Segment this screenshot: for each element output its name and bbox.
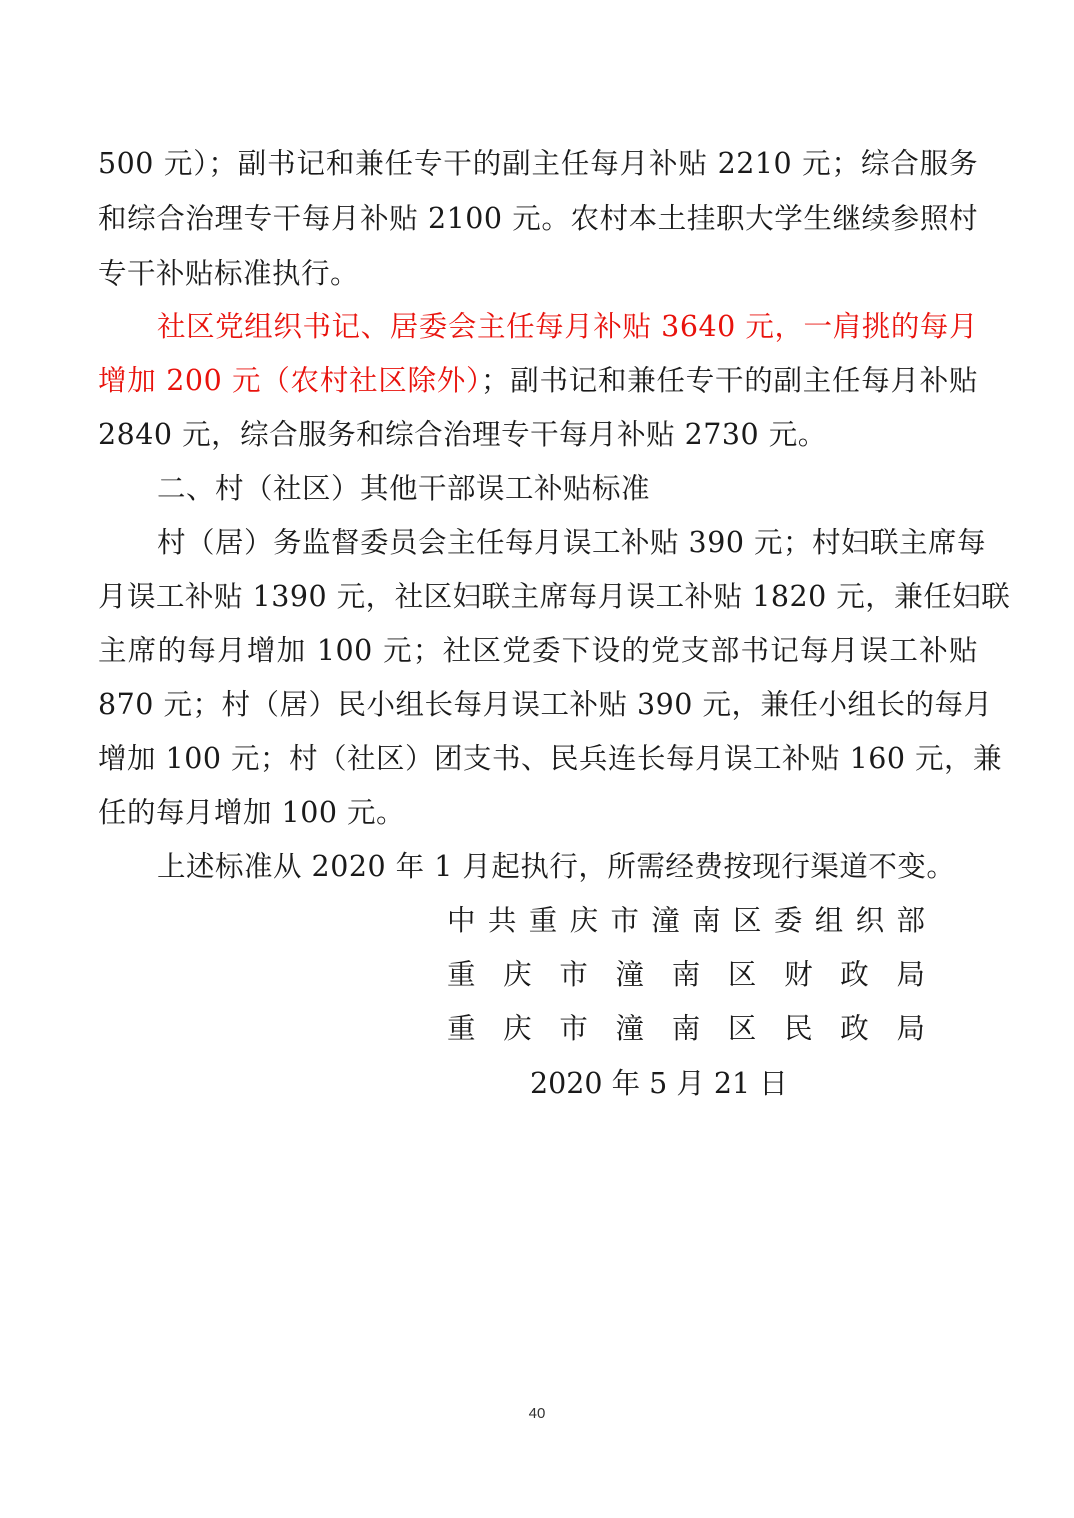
signature-date: 2020 年 5 月 21 日 [530,1067,788,1100]
para1-line2: 和综合治理专干每月补贴 2100 元。农村本土挂职大学生继续参照村 [98,202,978,235]
para1-line1: 500 元）；副书记和兼任专干的副主任每月补贴 2210 元；综合服务 [98,147,978,180]
para2-line2-highlight: 增加 200 元（农村社区除外） [98,364,481,397]
para3-line2: 月误工补贴 1390 元，社区妇联主席每月误工补贴 1820 元，兼任妇联 [98,580,1011,613]
para3-line6: 任的每月增加 100 元。 [98,796,406,829]
signature-org-3: 重庆市潼南区民政局 [447,1012,925,1045]
para2-line2-rest: ；副书记和兼任专干的副主任每月补贴 [481,364,978,397]
signature-org-1: 中共重庆市潼南区委组织部 [447,904,925,937]
page-number: 40 [528,1405,546,1422]
para2-line1-highlight: 社区党组织书记、居委会主任每月补贴 3640 元，一肩挑的每月 [157,310,978,343]
para3-line3: 主席的每月增加 100 元；社区党委下设的党支部书记每月误工补贴 [98,634,978,667]
para2-line3: 2840 元，综合服务和综合治理专干每月补贴 2730 元。 [98,418,827,451]
section-heading: 二、村（社区）其他干部误工补贴标准 [157,472,651,505]
signature-org-2: 重庆市潼南区财政局 [447,958,925,991]
para1-line3: 专干补贴标准执行。 [98,257,360,290]
para3-line4: 870 元；村（居）民小组长每月误工补贴 390 元，兼任小组长的每月 [98,688,993,721]
para2-line2 [98,353,978,409]
para3-line1: 村（居）务监督委员会主任每月误工补贴 390 元；村妇联主席每 [157,526,987,559]
para4-line1: 上述标准从 2020 年 1 月起执行，所需经费按现行渠道不变。 [157,850,956,883]
para3-line5: 增加 100 元；村（社区）团支书、民兵连长每月误工补贴 160 元，兼 [98,742,1003,775]
